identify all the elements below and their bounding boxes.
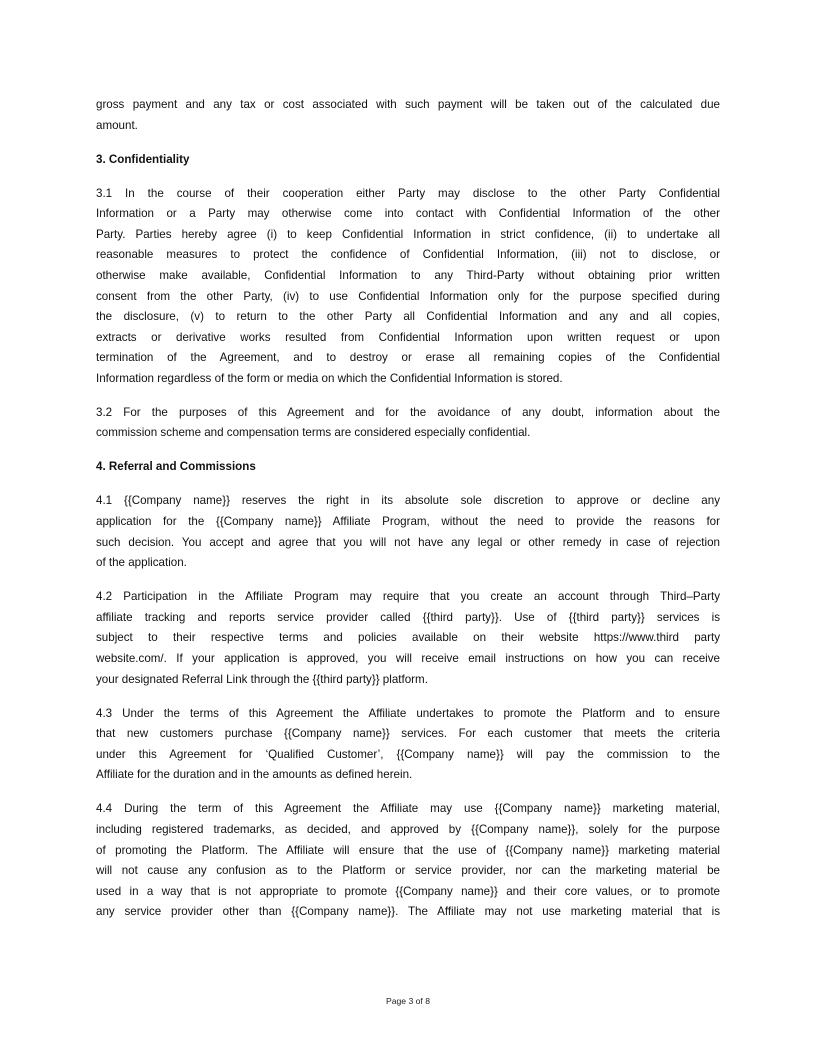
- text-line: any service provider other than {{Company name}}. The Affiliate may not use marketing material that is: [96, 905, 720, 919]
- text-line: website.com/. If your application is approved, you will receive email instructions on how you can receive: [96, 652, 720, 665]
- text-line: gross payment and any tax or cost associated with such payment will be taken out of the calculated due: [96, 98, 720, 111]
- section-3-heading: 3. Confidentiality: [96, 152, 190, 166]
- page-number-footer: Page 3 of 8: [386, 996, 430, 1006]
- text-line: of the application.: [96, 556, 187, 570]
- text-line: 4.1 {{Company name}} reserves the right in its absolute sole discretion to approve or decline any: [96, 494, 720, 508]
- document-body: [96, 95, 720, 923]
- text-line: that new customers purchase {{Company name}} services. For each customer that meets the criteria: [96, 727, 720, 741]
- text-line: Information or a Party may otherwise come into contact with Confidential Information of the other: [96, 207, 720, 221]
- clause-4-1: [96, 491, 720, 573]
- text-line: affiliate tracking and reports service provider called {{third party}}. Use of {{third party}} services is: [96, 610, 720, 624]
- clause-4-3: [96, 704, 720, 786]
- section-4-heading: 4. Referral and Commissions: [96, 460, 256, 474]
- clause-4-4: [96, 799, 720, 923]
- text-line: will not cause any confusion as to the Platform or service provider, nor can the marketing material be: [96, 864, 720, 878]
- text-line: under this Agreement for ‘Qualified Customer’, {{Company name}} will pay the commission to the: [96, 747, 720, 761]
- clause-4-2: [96, 587, 720, 690]
- clause-3-2: [96, 403, 720, 444]
- text-line: application for the {{Company name}} Affiliate Program, without the need to provide the reasons for: [96, 515, 720, 529]
- text-line: the disclosure, (v) to return to the other Party all Confidential Information and any and all copies,: [96, 310, 720, 324]
- text-line: otherwise make available, Confidential Information to any Third-Party without obtaining prior written: [96, 268, 720, 282]
- text-line: subject to their respective terms and policies available on their website https://www.third party: [96, 631, 720, 645]
- text-line: used in a way that is not appropriate to promote {{Company name}} and their core values, or to promote: [96, 884, 720, 898]
- text-line: 3.2 For the purposes of this Agreement and for the avoidance of any doubt, information about the: [96, 405, 720, 419]
- continuation-paragraph: [96, 95, 720, 136]
- text-line: Affiliate for the duration and in the amounts as defined herein.: [96, 768, 413, 782]
- text-line: including registered trademarks, as decided, and approved by {{Company name}}, solely for the purpose: [96, 822, 720, 836]
- text-line: amount.: [96, 118, 138, 132]
- text-line: extracts or derivative works resulted from Confidential Information upon written request or upon: [96, 330, 720, 344]
- clause-3-1: [96, 184, 720, 390]
- text-line: Party. Parties hereby agree (i) to keep Confidential Information in strict confidence, (ii) to undertake all: [96, 227, 720, 241]
- text-line: such decision. You accept and agree that you will not have any legal or other remedy in case of rejection: [96, 535, 720, 549]
- text-line: consent from the other Party, (iv) to use Confidential Information only for the purpose specified during: [96, 289, 720, 303]
- text-line: 4.2 Participation in the Affiliate Program may require that you create an account through Third–Party: [96, 590, 720, 604]
- text-line: your designated Referral Link through the {{third party}} platform.: [96, 672, 428, 686]
- text-line: commission scheme and compensation terms are considered especially confidential.: [96, 426, 531, 440]
- text-line: Information regardless of the form or media on which the Confidential Information is stored.: [96, 371, 563, 385]
- text-line: 4.3 Under the terms of this Agreement the Affiliate undertakes to promote the Platform and to ensure: [96, 706, 720, 720]
- text-line: termination of the Agreement, and to destroy or erase all remaining copies of the Confidential: [96, 351, 720, 365]
- text-line: of promoting the Platform. The Affiliate will ensure that the use of {{Company name}} marketing material: [96, 843, 720, 857]
- text-line: 3.1 In the course of their cooperation either Party may disclose to the other Party Confidential: [96, 186, 720, 200]
- text-line: 4.4 During the term of this Agreement the Affiliate may use {{Company name}} marketing material,: [96, 802, 720, 816]
- text-line: reasonable measures to protect the confidence of Confidential Information, (iii) not to disclose, or: [96, 248, 720, 262]
